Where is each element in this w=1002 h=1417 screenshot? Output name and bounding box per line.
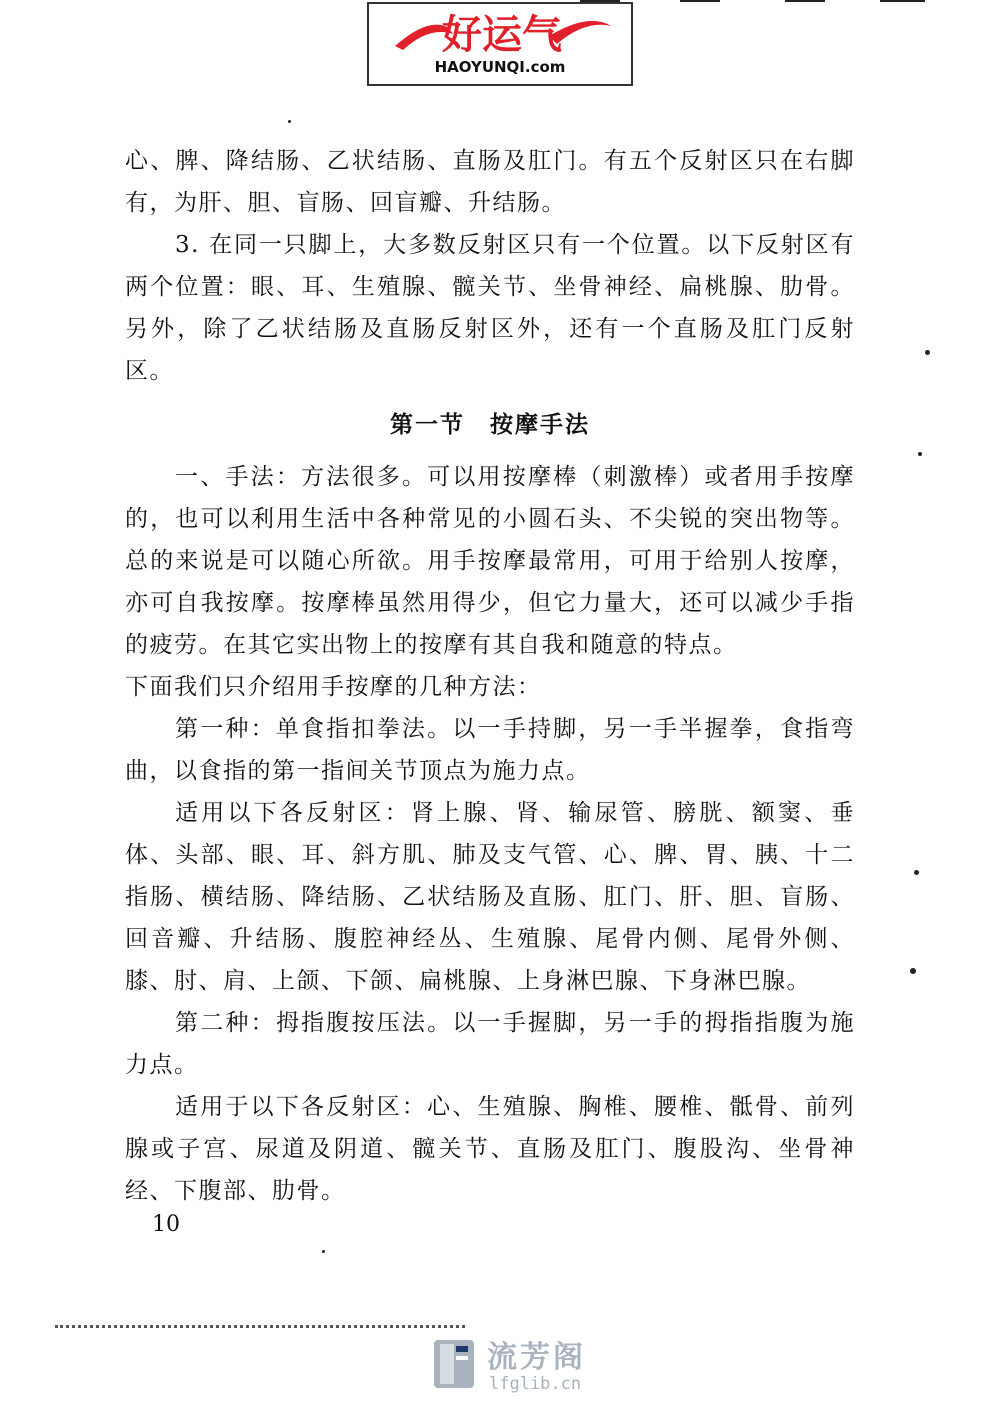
scan-speck: [288, 120, 291, 123]
paragraph-organs-right-foot: 心、脾、降结肠、乙状结肠、直肠及肛门。有五个反射区只在右脚有，为肝、胆、盲肠、回盲瓣、升结肠。: [125, 148, 855, 216]
scan-rule-top-4: [880, 0, 925, 2]
paragraph-method-one-areas: 适用以下各反射区：肾上腺、肾、输尿管、膀胱、额窦、垂体、头部、眼、耳、斜方肌、肺及支气管、心、脾、胃、胰、十二指肠、横结肠、降结肠、乙状结肠及直肠、肛门、肝、胆、盲肠、回音瓣、升结肠、腹腔神经丛、生殖腺、尾骨内侧、尾骨外侧、膝、肘、肩、上颌、下颌、扁桃腺、上身淋巴腺、下身淋巴腺。: [125, 800, 855, 994]
scan-speck: [918, 452, 922, 456]
logo-swoosh-icon: [389, 6, 615, 62]
scan-rule-top-3: [785, 0, 825, 2]
paragraph-intro-methods: 下面我们只介绍用手按摩的几种方法：: [125, 674, 542, 700]
section-heading: 第一节 按摩手法: [390, 411, 590, 438]
paragraph-method-two-areas: 适用于以下各反射区：心、生殖腺、胸椎、腰椎、骶骨、前列腺或子宫、尿道及阴道、髋关节、直肠及肛门、腹股沟、坐骨神经、下腹部、肋骨。: [125, 1094, 855, 1204]
paragraph-techniques: 一、手法：方法很多。可以用按摩棒（刺激棒）或者用手按摩的，也可以利用生活中各种常见的小圆石头、不尖锐的突出物等。总的来说是可以随心所欲。用手按摩最常用，可用于给别人按摩，亦可自我按摩。按摩棒虽然用得少，但它力量大，还可以减少手指的疲劳。在其它实出物上的按摩有其自我和随意的特点。: [125, 464, 855, 658]
watermark-url: lfglib.cn: [489, 1374, 582, 1394]
haoyunqi-logo: [367, 2, 633, 86]
logo-url-text: HAOYUNQI.com: [434, 58, 566, 76]
scan-speck: [322, 1250, 325, 1253]
paragraph-two-positions: 3. 在同一只脚上，大多数反射区只有一个位置。以下反射区有两个位置：眼、耳、生殖腺、髋关节、坐骨神经、扁桃腺、肋骨。另外，除了乙状结肠及直肠反射区外，还有一个直肠及肛门反射区。: [125, 232, 855, 384]
watermark-title: 流芳阁: [487, 1340, 586, 1375]
scan-speck: [925, 350, 930, 355]
scan-rule-bottom: [55, 1325, 465, 1328]
scan-speck: [910, 968, 916, 974]
page-number: 10: [152, 1212, 180, 1237]
paragraph-method-one: 第一种：单食指扣拳法。以一手持脚，另一手半握拳，食指弯曲，以食指的第一指间关节顶点为施力点。: [125, 716, 855, 784]
book-icon: [430, 1336, 478, 1392]
paragraph-method-two: 第二种：拇指腹按压法。以一手握脚，另一手的拇指指腹为施力点。: [125, 1010, 855, 1078]
text-block-top: [125, 140, 855, 1212]
logo-script-text: 好运气: [442, 12, 562, 58]
scan-speck: [914, 870, 919, 875]
scan-rule-top-2: [680, 0, 720, 2]
